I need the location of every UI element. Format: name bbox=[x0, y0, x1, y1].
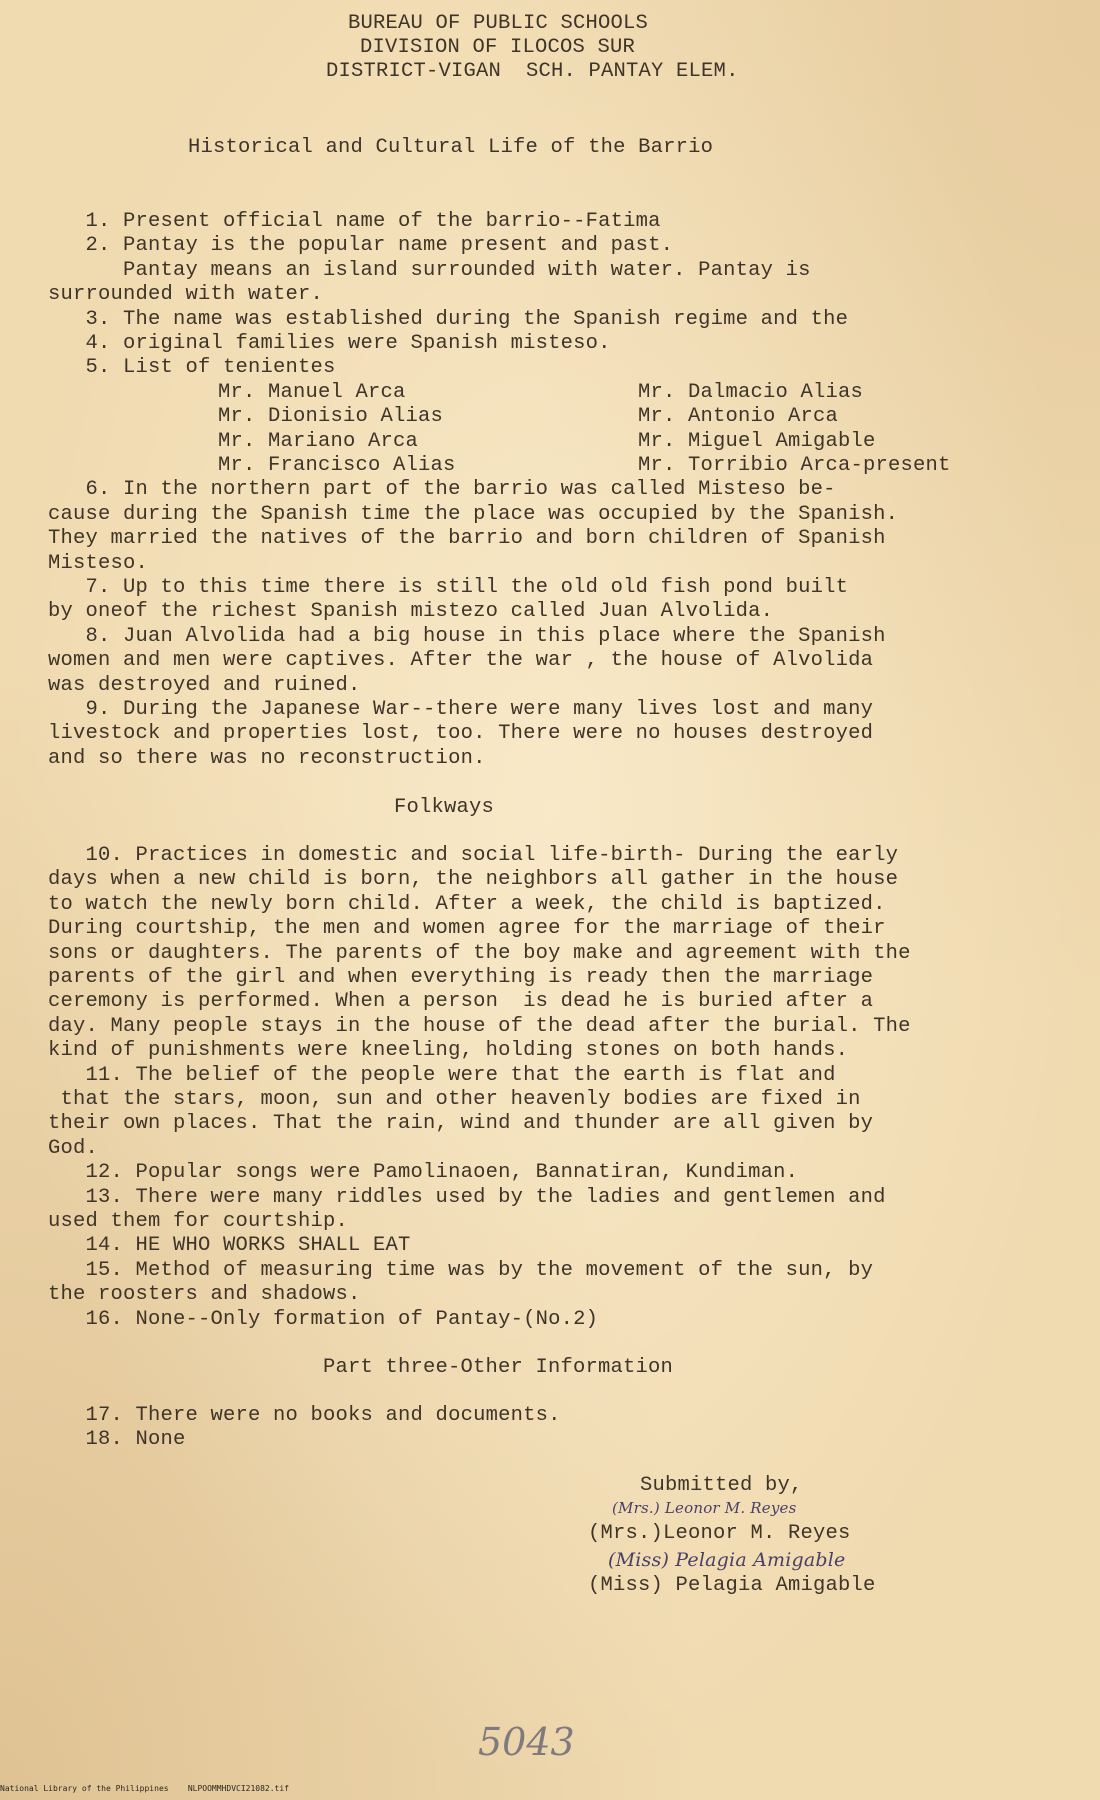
document-body bbox=[48, 0, 1058, 1597]
teniente-name: Mr. Dionisio Alias bbox=[218, 405, 444, 429]
text-line: 15. Method of measuring time was by the movement of the sun, by bbox=[48, 1258, 874, 1282]
text-line: day. Many people stays in the house of the dead after the burial. The bbox=[48, 1014, 911, 1038]
text-line: kind of punishments were kneeling, holding stones on both hands. bbox=[48, 1039, 849, 1063]
text-line: 8. Juan Alvolida had a big house in this place where the Spanish bbox=[48, 624, 886, 648]
teniente-name: Mr. Francisco Alias bbox=[218, 454, 456, 477]
signature-block bbox=[568, 1474, 988, 1645]
text-line: their own places. That the rain, wind and thunder are all given by bbox=[48, 1112, 874, 1136]
signature-reyes: (Mrs.) Leonor M. Reyes bbox=[612, 1499, 797, 1517]
text-line: the roosters and shadows. bbox=[48, 1283, 361, 1307]
text-line: 16. None--Only formation of Pantay-(No.2) bbox=[48, 1307, 599, 1331]
teniente-name: Mr. Torribio Arca-present bbox=[638, 454, 951, 477]
text-line: to watch the newly born child. After a week, the child is baptized. bbox=[48, 892, 886, 916]
text-line: was destroyed and ruined. bbox=[48, 673, 361, 697]
header-line-district: DISTRICT-VIGAN SCH. PANTAY ELEM. bbox=[326, 60, 739, 83]
typed-name-reyes: (Mrs.)Leonor M. Reyes bbox=[588, 1522, 851, 1545]
text-line: 5. List of tenientes bbox=[48, 356, 336, 380]
teniente-name: Mr. Dalmacio Alias bbox=[638, 380, 864, 404]
text-line: They married the natives of the barrio and born children of Spanish bbox=[48, 527, 886, 551]
text-line: 11. The belief of the people were that the earth is flat and bbox=[48, 1063, 836, 1087]
text-line: 18. None bbox=[48, 1428, 186, 1452]
text-line: ceremony is performed. When a person is dead he is buried after a bbox=[48, 990, 874, 1014]
text-line: 13. There were many riddles used by the ladies and gentlemen and bbox=[48, 1185, 886, 1209]
text-line: used them for courtship. bbox=[48, 1210, 349, 1233]
text-line: 7. Up to this time there is still the old old fish pond built bbox=[48, 576, 849, 599]
archive-footer: National Library of the Philippines NLPOOMMHDVCI21082.tif bbox=[0, 1784, 289, 1793]
text-line: Pantay means an island surrounded with water. Pantay is bbox=[48, 258, 811, 282]
text-line: 1. Present official name of the barrio--Fatima bbox=[48, 210, 661, 233]
text-line: days when a new child is born, the neighbors all gather in the house bbox=[48, 868, 899, 892]
header-line-division: DIVISION OF ILOCOS SUR bbox=[360, 36, 636, 59]
text-line: surrounded with water. bbox=[48, 283, 324, 307]
text-line: 10. Practices in domestic and social life-birth- During the early bbox=[48, 844, 899, 867]
text-line: and so there was no reconstruction. bbox=[48, 746, 486, 770]
text-line: Misteso. bbox=[48, 551, 149, 575]
text-line: parents of the girl and when everything is ready then the marriage bbox=[48, 966, 874, 989]
page-number: 5043 bbox=[478, 1720, 575, 1764]
text-line: women and men were captives. After the war , the house of Alvolida bbox=[48, 649, 874, 673]
folkways-heading: Folkways bbox=[394, 796, 495, 819]
text-line: 12. Popular songs were Pamolinaoen, Bannatiran, Kundiman. bbox=[48, 1161, 799, 1185]
text-line: 17. There were no books and documents. bbox=[48, 1404, 561, 1427]
text-line: livestock and properties lost, too. There were no houses destroyed bbox=[48, 722, 874, 746]
submitted-by-label: Submitted by, bbox=[640, 1474, 803, 1497]
teniente-name: Mr. Mariano Arca bbox=[218, 429, 419, 453]
teniente-name: Mr. Manuel Arca bbox=[218, 380, 406, 404]
text-line: God. bbox=[48, 1136, 99, 1160]
document-title: Historical and Cultural Life of the Barrio bbox=[188, 136, 714, 159]
part3-heading: Part three-Other Information bbox=[323, 1356, 674, 1379]
text-line: 6. In the northern part of the barrio was called Misteso be- bbox=[48, 478, 836, 502]
typed-name-amigable: (Miss) Pelagia Amigable bbox=[588, 1574, 876, 1597]
text-line: 9. During the Japanese War--there were many lives lost and many bbox=[48, 698, 874, 721]
text-line: 4. original families were Spanish misteso. bbox=[48, 332, 611, 355]
teniente-name: Mr. Miguel Amigable bbox=[638, 429, 876, 453]
teniente-name: Mr. Antonio Arca bbox=[638, 405, 839, 429]
text-line: cause during the Spanish time the place was occupied by the Spanish. bbox=[48, 502, 899, 526]
text-line: 3. The name was established during the Spanish regime and the bbox=[48, 307, 849, 331]
signature-amigable: (Miss) Pelagia Amigable bbox=[608, 1549, 846, 1571]
text-line: by oneof the richest Spanish mistezo called Juan Alvolida. bbox=[48, 600, 774, 624]
text-line: During courtship, the men and women agree for the marriage of their bbox=[48, 917, 886, 941]
text-line: 2. Pantay is the popular name present and past. bbox=[48, 234, 674, 258]
document-header bbox=[48, 12, 1058, 134]
text-line: that the stars, moon, sun and other heavenly bodies are fixed in bbox=[48, 1088, 861, 1111]
text-line: sons or daughters. The parents of the boy make and agreement with the bbox=[48, 941, 911, 965]
header-line-bureau: BUREAU OF PUBLIC SCHOOLS bbox=[348, 12, 649, 35]
text-line: 14. HE WHO WORKS SHALL EAT bbox=[48, 1234, 411, 1258]
